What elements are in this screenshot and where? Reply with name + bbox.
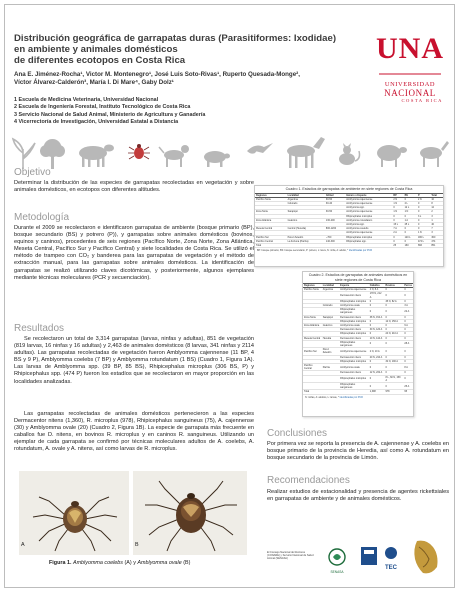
table-1-cell: Pérez Zeledón [287,235,325,239]
poster-title [14,33,369,66]
table-2-cell: Rhipicephalus microplus [339,319,369,323]
table-1-cell: 474 [430,239,443,243]
pig-icon [204,151,230,167]
table-2-cell: 0 [369,340,385,347]
table-1-header-cell: Regiones [255,193,287,197]
table-1-cell: Central (Heredia) [287,227,325,231]
logo-line3: COSTA RICA [401,98,443,103]
resultados-title: Resultados [14,323,65,334]
table-2-cell: 10 N, 144 A [369,336,385,340]
conclusiones-title: Conclusiones [267,428,328,439]
table-1 [254,185,444,267]
table-1-cell: 160 [404,243,417,247]
table-2-cell: 0 [384,288,403,292]
table-1-cell: 2 N [392,197,403,201]
table-2-cell: Amblyomma ovale [339,304,369,308]
table-1-cell: 12 [430,206,443,210]
table-1-cell: Amblyomma cajennense [345,197,392,201]
table-2-cell [322,340,339,347]
figure-label-a: A [21,542,25,548]
table-2-cell: Total [303,390,322,394]
table-2-cell: Sarapiquí [322,315,339,319]
table-1-cell: 12 L [404,206,417,210]
table-2-cell: 24 N, 210 A [384,332,403,336]
table-1-header-cell: P [417,193,430,197]
table-2-cell [303,308,322,315]
table-1-cell: 0 [417,227,430,231]
table-2-cell: 22 A [403,308,413,315]
table-1-header-cell: Localidad [287,193,325,197]
title-line: Distribución geográfica de garrapatas duras (Parasitiformes: Ixodidae) [14,33,337,44]
uned-logo-icon [361,547,377,565]
table-2-cell: Heredia [322,336,339,340]
table-2-cell: Dermacentor nitens [339,371,369,375]
title-line: en ambiente y animales domésticos [14,44,178,55]
table-1-cell: 0 [392,206,403,210]
table-1-cell: 2 N [417,197,430,201]
affiliations [14,97,369,126]
table-1-cell: Pacífico Sur [255,235,287,239]
una-logo [373,32,447,103]
table-2-cell: 0 [403,319,413,323]
tick-photo-a [19,471,129,555]
table-1-cell: 2 L [404,201,417,205]
table-2-cell: 0 [384,371,403,375]
table-2-cell: 0 [403,348,413,355]
table-1-footnote-highlight: Identificadas por PCR [348,249,373,253]
table-1-header-cell: BS [404,193,417,197]
cow-icon [79,145,114,168]
title-line: de diferentes ecotopos en Costa Rica [14,55,186,66]
figure-caption [49,560,190,566]
table-2-cell [322,390,339,394]
table-2-row [303,375,413,382]
affiliation-item: 1 Escuela de Medicina Veterinaria, Universidad Nacional [14,97,159,103]
conclusiones-text: Por primera vez se reporta la presencia de A. cajennense y A. coelebs en bosque primario de la provincia de Heredia, así como A. rotundatum en bosque secundario de la provincia de Limón. [267,441,449,462]
table-2-cell: Rhipicephalus sanguineus [339,308,369,315]
table-1-cell: Argentina [287,197,325,201]
table-2-cell: Amblyomma ovale [339,364,369,371]
figure-caption-label-b: (B) [183,560,191,566]
table-2-header-cell: Regiones [303,284,322,288]
table-2-cell [322,308,339,315]
table-2-row [303,383,413,390]
table-1-cell: 25 [392,243,403,247]
authors-line: Ana E. Jiménez-Rocha¹, Victor M. Montenegro¹, José Luis Soto-Rivas¹, Ruperto Quesada-Monge², [14,71,300,78]
table-2-cell: 0 [369,375,385,382]
table-2-header-cell: Perros [404,284,412,287]
table-2-cell [339,390,369,394]
table-1-cell: 10 [430,197,443,201]
table-2-cell: Pacífico Norte [303,288,322,292]
table-1-cell: Zona Norte [255,210,287,214]
table-2-cell: 0 [369,304,385,308]
figure-caption-connector: y [133,560,136,566]
affiliation-item: 4 Vicerrectoría de Investigación, Universidad Estatal a Distancia [14,118,179,125]
footer-credit: El Consejo Nacional de Rectores (CONARE) y Servicio Nacional de Salud Animal (SENASA) [267,551,314,561]
table-2-footnote-text: N: ninfas, A: adultos, L: larvas, * [305,395,340,399]
table-1-cell: 3 [430,214,443,218]
table-2-cell: 0 [403,299,413,303]
table-1-cell: Amblyomma coelebs [345,227,392,231]
table-1-cell: 300 [430,235,443,239]
table-1-cell: 0 [417,222,430,226]
table-2-cell: 0 [384,348,403,355]
costa-rica-map-icon [414,541,437,574]
table-2-cell: 30 N, 120 A [369,328,385,332]
table-1-cell: 0 [404,197,417,201]
table-2-header-cell: Bovinos [384,284,403,288]
table-1-cell [325,243,345,247]
table-1-cell: 1 A [404,218,417,222]
table-1-cell: 30-50 [325,197,345,201]
table-2-cell: 0 [403,332,413,336]
metodologia-text: Durante el 2009 se recolectaron e identificaron garrapatas de ambiente (bosque primario (BP), bosque secundario (BS) y potrero (P)), y garrapatas sobre animales domésticos (bovinos, equinos y caninos), procedentes de seis regiones (Pacífico Norte, Zona Norte, Zona Atlántica, Meseta Central, Pacífico Sur y Pacífico Central) y siete localidades de Costa Rica. Se utilizó el método de trampeo con CO₂ y banderea para las garrapatas de vegetación y el método de extracción manual, para las garrapatas sobre animales domésticos. La identificación de garrapatas se realizó utilizando claves dicotómicas, y posteriormente, algunos ejemplares mediante técnicas moleculares (PCR y secuenciación). [14,225,254,281]
authors [14,71,369,87]
table-1-cell: 120 L [404,235,417,239]
table-1-cell: 30-50 [325,210,345,214]
affiliation-item: 2 Escuela de Ingeniería Forestal, Instituto Tecnológico de Costa Rica [14,104,191,111]
figure-caption-label-a: (A) [124,560,132,566]
table-2-cell: 0 [369,364,385,371]
table-2-cell: 9 A [403,324,413,328]
table-1-footnote [255,248,443,253]
objetivo-title: Objetivo [14,167,51,178]
table-1-header-cell: Género o Especie [345,193,392,197]
table-2-cell: 20 N, 210 A [369,355,385,359]
table-1-cell: Pacífico Central [255,239,287,243]
table-1-cell: Colorado [287,201,325,205]
tree-icon [40,139,65,169]
table-1-header-cell: Altitud [325,193,345,197]
table-2-cell [303,292,322,299]
table-2-cell [322,383,339,390]
table-1-cell: 1 N [392,210,403,214]
authors-line: Víctor Álvarez-Calderón³, María I. Di Mare⁴, Gaby Dolz¹ [14,79,174,86]
table-1-cell: La Fortuna (Parrita) [287,239,325,243]
table-2-header-cell: Especie [339,284,369,288]
table-1-cell: Zona Atlántica [255,218,287,222]
recomendaciones-title: Recomendaciones [267,475,350,486]
table-1-cell [287,243,325,247]
senasa-logo-icon [329,549,345,574]
table-2-cell: 8 A [403,364,413,371]
table-2-cell: 3 A [403,304,413,308]
table-2-cell: 0 [403,355,413,359]
table-1-cell [345,243,392,247]
table-1-cell: Amblyomma rotundatum [345,218,392,222]
table-2-cell: Zona Norte [303,315,322,319]
table-2-cell: Rhipicephalus microplus [339,375,369,382]
table-2-cell: 2 N, 10 A [369,348,385,355]
table-1-cell: Pacífico Norte [255,197,287,201]
table-2-cell: Pérez Zeledón [322,348,339,355]
tick-icon [128,144,150,159]
table-2-cell: Dermacentor nitens [339,315,369,319]
animal-silhouettes [11,131,451,171]
table-1-cell: Amblyomma cajennense [345,201,392,205]
table-2-cell [303,375,322,382]
table-2-cell: Amblyomma ovale [339,324,369,328]
table-1-row [255,243,443,247]
table-1-cell: 0 [392,239,403,243]
table-2-cell: 0 [384,315,403,319]
table-2-cell: 0 [403,336,413,340]
table-1-cell: 0 [404,214,417,218]
table-1-cell: 0 [392,235,403,239]
table-2-cell: 0 [384,292,403,299]
table-1-cell: 25 L [404,222,417,226]
table-1-cell: 40 [430,222,443,226]
table-1-cell: Meseta Central [255,227,287,231]
table-2-cell: 0 [403,371,413,375]
table-1-footnote-text: BP: bosque primario, BS: bosque secundario, P: potrero, L: larva, N: ninfa, A: adulto, * [257,249,349,253]
table-2-cell: Guácimo [322,324,339,328]
horse-icon [287,137,325,168]
table-2-cell: 8 L, 60 N, 159 A [384,375,403,382]
table-2-cell: Rhipicephalus sanguineus [339,340,369,347]
table-1-cell: 1 [430,218,443,222]
table-2-cell: 0 [369,383,385,390]
table-2-cell: 0 [403,288,413,292]
table-1-cell: Rhipicephalus microplus [345,235,392,239]
table-1-cell: 140-300 [325,239,345,243]
table-1-cell: ~700 [325,235,345,239]
table-1-cell: 0 [392,218,403,222]
table-2-cell: 0 [403,328,413,332]
table-2 [302,271,414,417]
table-1-cell: 0 [404,227,417,231]
table-1-header-cell: BP [392,193,403,197]
table-1-cell: Total [255,243,287,247]
tick-b-icon [133,471,247,555]
table-2-cell: 12 N, 156 A [384,319,403,323]
table-2-cell: 0 [403,315,413,319]
table-1-cell: Rhipicephalus microplus [345,214,392,218]
table-1-cell: Guácimo [287,218,325,222]
table-2-row [303,364,413,371]
table-1-cell: 2 A [392,231,403,235]
table-2-cell: Dermacentor nitens [339,355,369,359]
figure-caption-prefix: Figura 1. [49,560,72,566]
bird-icon [247,143,273,154]
table-2-cell: 0 [369,332,385,336]
tick-photo-b [133,471,247,555]
table-2-cell: 0 [403,375,413,382]
table-2-cell: 12 N, 232 A [369,371,385,375]
table-2-cell: 0 [403,359,413,363]
table-1-cell: Rhipicephalus spp. [345,239,392,243]
table-1-header-cell: Total [430,193,443,197]
table-2-cell: Parrita [322,364,339,371]
table-2-cell: 0 [369,299,385,303]
table-1-cell: Amblyomma spp. [345,206,392,210]
table-2-cell: Argentina [322,288,339,292]
metodologia-title: Metodología [14,212,70,223]
table-2-cell: 0 [384,340,403,347]
table-2-cell: 25 A [403,383,413,390]
senasa-label: SENASA [330,570,344,574]
table-2-cell: 0 [384,336,403,340]
table-2-cell [303,340,322,347]
table-2-cell: 0 [369,319,385,323]
table-2-cell: 0 [384,355,403,359]
table-2-cell: Pacífico Sur [303,348,322,355]
table-1-cell: 30-40 [325,201,345,205]
table-1-cell: 0 [417,206,430,210]
table-1-cell: 8 [430,201,443,205]
table-1-cell: 3 [430,231,443,235]
table-1-cell: 0 [404,239,417,243]
table-2-cell: Colorado [322,304,339,308]
table-2-cell: 0 [369,308,385,315]
recomendaciones-text: Realizar estudios de estacionalidad y presencia de agentes rickettsiales en garrapatas de ambiente y de animales domésticos. [267,489,449,503]
table-1-cell: Amblyomma spp. [345,222,392,226]
table-2-cell [322,292,339,299]
figure-label-b: B [135,542,139,548]
table-1-cell: 0 [392,214,403,218]
table-2-cell: 978 [384,390,403,394]
table-1-cell: 0 [417,218,430,222]
table-2-grid [303,283,413,395]
table-2-footnote [303,395,413,400]
table-1-cell: 15 L [392,222,403,226]
sheep-icon [377,145,407,167]
table-2-cell: 178 N, 212 A [369,292,385,299]
table-2-caption: Cuadro 2. Estadíos de garrapatas de animales domésticos en siete regiones de Costa Rica [308,273,408,282]
table-2-cell: 95 [403,390,413,394]
table-2-cell: Meseta Central [304,336,321,340]
tec-logo-icon [385,547,398,571]
table-2-row [303,292,413,299]
table-1-cell: 180 L [417,235,430,239]
tick-a-icon [19,471,129,555]
table-2-row [303,340,413,347]
logo-line2: NACIONAL [384,88,436,98]
table-1-cell: Amblyomma cajennense [345,210,392,214]
table-1-cell: 1 N [404,210,417,214]
table-2-row [303,348,413,355]
goat-icon [420,141,449,167]
footer-logos [267,533,447,581]
table-1-cell: 1 N [417,231,430,235]
objetivo-text: Determinar la distribución de las especies de garrapatas recolectadas en vegetación y sobre animales domésticos, en ecotopos con diferentes altitudes. [14,180,254,194]
table-2-cell: Dermacentor nitens [339,328,369,332]
table-2-cell [322,375,339,382]
table-1-cell: 7 A [392,227,403,231]
table-1-cell: 130-200 [325,218,345,222]
dog-icon [159,145,189,167]
table-1-cell: Sarapiquí [287,210,325,214]
table-2-cell: 0 [369,324,385,328]
table-1-cell: 0 [417,201,430,205]
logo-acronym: UNA [376,32,444,65]
table-2-cell: 0 [384,364,403,371]
table-2-cell: Amblyomma cajennense [339,288,369,292]
table-1-cell: 0 [417,210,430,214]
table-1-grid [255,193,443,249]
table-2-header-cell: Caballos [369,284,385,288]
table-1-cell: 474 L [417,239,430,243]
table-2-cell: 32 N, 190 A [384,359,403,363]
table-2-cell: 1,398 [369,390,385,394]
table-1-cell: 666 [417,243,430,247]
table-1-cell: Amblyomma cajennense [345,231,392,235]
table-2-cell: Rhipicephalus microplus [339,359,369,363]
table-2-cell: 0 [403,292,413,299]
table-1-caption: Cuadro 1. Estadíos de garrapatas de ambiente en siete regiones de Costa Rica [285,187,413,191]
resultados-text-2: Las garrapatas recolectadas de animales domésticos pertenecieron a las especies Dermacentor nitens (1,360), R. microplus (978), Rhipicephalus sanguineus (75), A. cajennense (30) y Amblyomma ovale (20) (Cuadro 2, Figura 1B). La especie de garrapata más frecuente en caballos fue D. nitens, en bovinos R. microplus y en caninos R. sanguineus. Utilizando un ejemplar de cada garrapata se confirmó por técnicas moleculares adultos de A. coelebs, A. rotundatum, A. ovale y A. nitens, así como larvas de R. microplus. [14,411,254,453]
table-1-cell: 0 [404,231,417,235]
table-2-cell: 38 N, 154 A [369,315,385,319]
table-1-cell: 2 [430,210,443,214]
table-2-footnote-highlight: Identificadas por PCR [339,395,363,399]
table-1-cell: 7 [430,227,443,231]
table-2-cell: 0 [384,328,403,332]
tec-label: TEC [385,565,397,571]
table-2-cell: Rhipicephalus microplus [339,299,369,303]
figure-caption-species-a: Amblyomma coelebs [72,560,124,566]
table-2-cell: Pacífico Central [303,364,322,371]
table-2-cell: 45 N, 82 A [384,299,403,303]
table-2-cell: 28 A [403,340,413,347]
table-1-cell: 851 [430,243,443,247]
table-1-cell: 1 N [392,201,403,205]
table-2-cell: 4 N, 8 A [369,288,385,292]
table-2-cell: 0 [384,324,403,328]
plant-icon [13,139,35,169]
table-1-cell: 3 L [417,214,430,218]
table-2-cell: 0 [384,308,403,315]
poster [4,4,455,588]
table-2-cell: Dermacentor nitens [339,292,369,299]
table-2-cell: Dermacentor nitens [339,336,369,340]
table-2-row [303,390,413,394]
table-2-cell: Amblyomma cajennense [339,348,369,355]
logo-line1: UNIVERSIDAD [384,81,436,88]
table-1-cell: 800-1200 [325,227,345,231]
cat-icon [339,143,360,165]
table-2-cell: 0 [369,359,385,363]
table-2-row [303,308,413,315]
table-2-cell: 0 [384,304,403,308]
logo-divider [373,72,447,76]
table-2-cell: 0 [384,383,403,390]
resultados-text-1: Se recolectaron un total de 3,314 garrapatas (larvas, ninfas y adultas), 851 de vegetación (819 larvas, 16 ninfas y 16 adultas) y 2,463 de animales domésticos (8 larvas, 341 ninfas y 2114 adultas). Las garrapatas recolectadas de vegetación fueron Amblyomma cajennense (11 BP, 4 BS y 9 P), Amblyomma coelebs (7 BP) y Amblyomma rotundatum (1 BS) (Cuadro 1, Figura 1A). Las larvas de Amblyomma spp. (39 BP, 85 BS), Rhipicephalus microplus (306 BS, P) y Rhipicephalus spp. (474 P) fueron los estadíos que se recolectaron en mayor proporción en las localidades analizadas. [14,336,254,385]
table-2-cell: Zona Atlántica [303,324,322,328]
affiliation-item: 3 Servicio Nacional de Salud Animal, Ministerio de Agricultura y Ganadería [14,111,206,118]
table-2-cell: Rhipicephalus sanguineus [339,383,369,390]
table-2-header-cell: Localidad [322,284,339,288]
figure-caption-species-b: Amblyomma ovale [137,560,182,566]
table-2-cell [303,383,322,390]
table-2-cell: Rhipicephalus microplus [339,332,369,336]
